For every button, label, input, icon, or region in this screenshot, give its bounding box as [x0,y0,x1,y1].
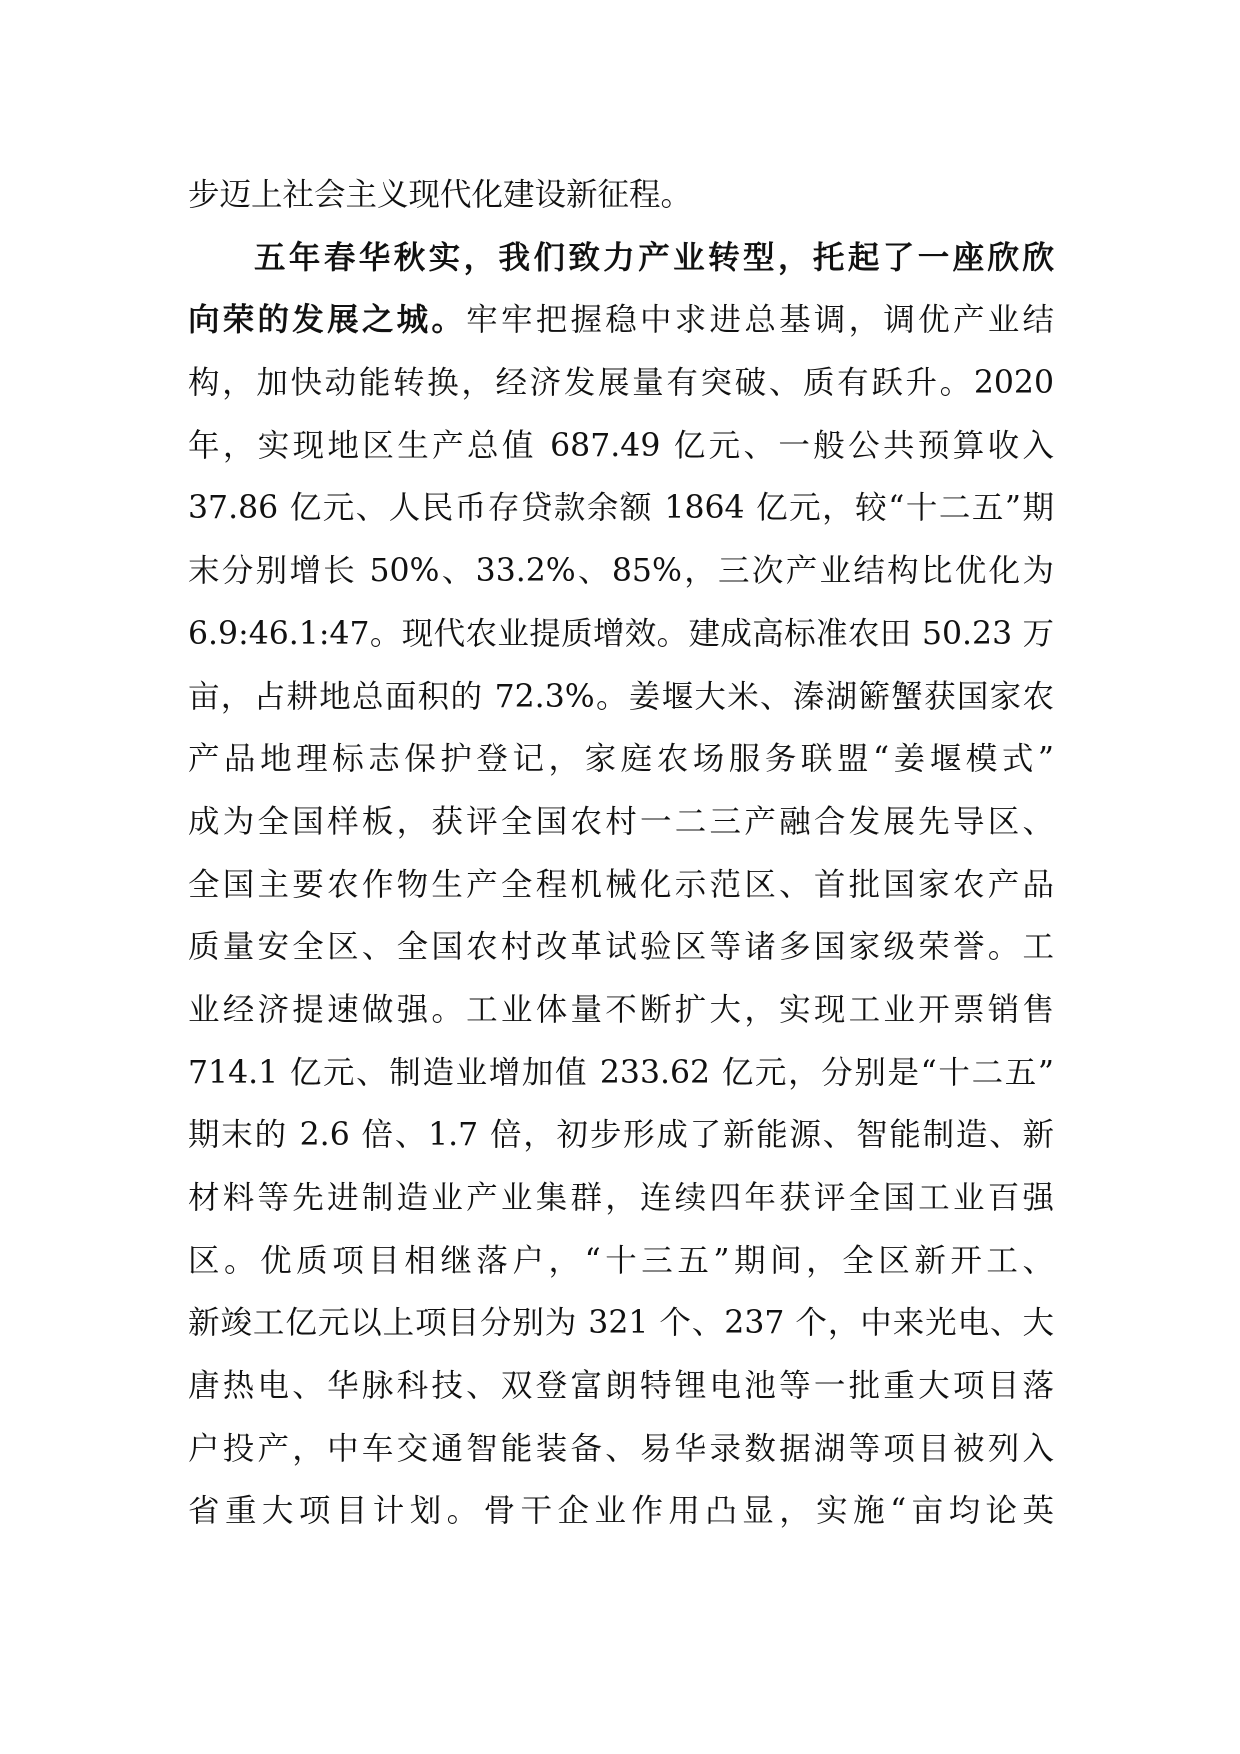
text-line: 亩，占耕地总面积的 72.3%。姜堰大米、溱湖簖蟹获国家农 [188,678,1054,715]
text-line [188,227,1054,290]
text-line: 区。优质项目相继落户，“十三五”期间，全区新开工、 [188,1242,1054,1279]
body-text [188,164,1054,1543]
text-line: 新竣工亿元以上项目分别为 321 个、237 个，中来光电、大 [188,1305,1054,1342]
text-line: 37.86 亿元、人民币存贷款余额 1864 亿元，较“十二五”期 [188,490,1054,527]
text-line: 714.1 亿元、制造业增加值 233.62 亿元，分别是“十二五” [188,1054,1054,1091]
section-heading: 向荣的发展之城。 [188,302,467,339]
text-line: 省重大项目计划。骨干企业作用凸显，实施“亩均论英 [188,1493,1054,1530]
text-line: 全国主要农作物生产全程机械化示范区、首批国家农产品 [188,866,1054,903]
text-line: 唐热电、华脉科技、双登富朗特锂电池等一批重大项目落 [188,1368,1054,1405]
text-line: 成为全国样板，获评全国农村一二三产融合发展先导区、 [188,803,1054,840]
text-line: 户投产，中车交通智能装备、易华录数据湖等项目被列入 [188,1430,1054,1467]
text-line: 6.9:46.1:47。现代农业提质增效。建成高标准农田 50.23 万 [188,615,1054,652]
text-line: 质量安全区、全国农村改革试验区等诸多国家级荣誉。工 [188,929,1054,966]
text-line: 末分别增长 50%、33.2%、85%，三次产业结构比优化为 [188,553,1054,590]
text-line: 步迈上社会主义现代化建设新征程。 [188,177,693,213]
text-line: 年，实现地区生产总值 687.49 亿元、一般公共预算收入 [188,427,1054,464]
section-heading: 五年春华秋实，我们致力产业转型，托起了一座欣欣 [254,239,1054,276]
text-line: 产品地理标志保护登记，家庭农场服务联盟“姜堰模式” [188,741,1054,778]
text-line: 业经济提速做强。工业体量不断扩大，实现工业开票销售 [188,991,1054,1028]
text-line: 向荣的发展之城。牢牢把握稳中求进总基调，调优产业结 [188,302,1054,339]
text-line: 期末的 2.6 倍、1.7 倍，初步形成了新能源、智能制造、新 [188,1117,1054,1154]
text-line: 构，加快动能转换，经济发展量有突破、质有跃升。2020 [188,365,1054,402]
text-line: 材料等先进制造业产业集群，连续四年获评全国工业百强 [188,1180,1054,1216]
